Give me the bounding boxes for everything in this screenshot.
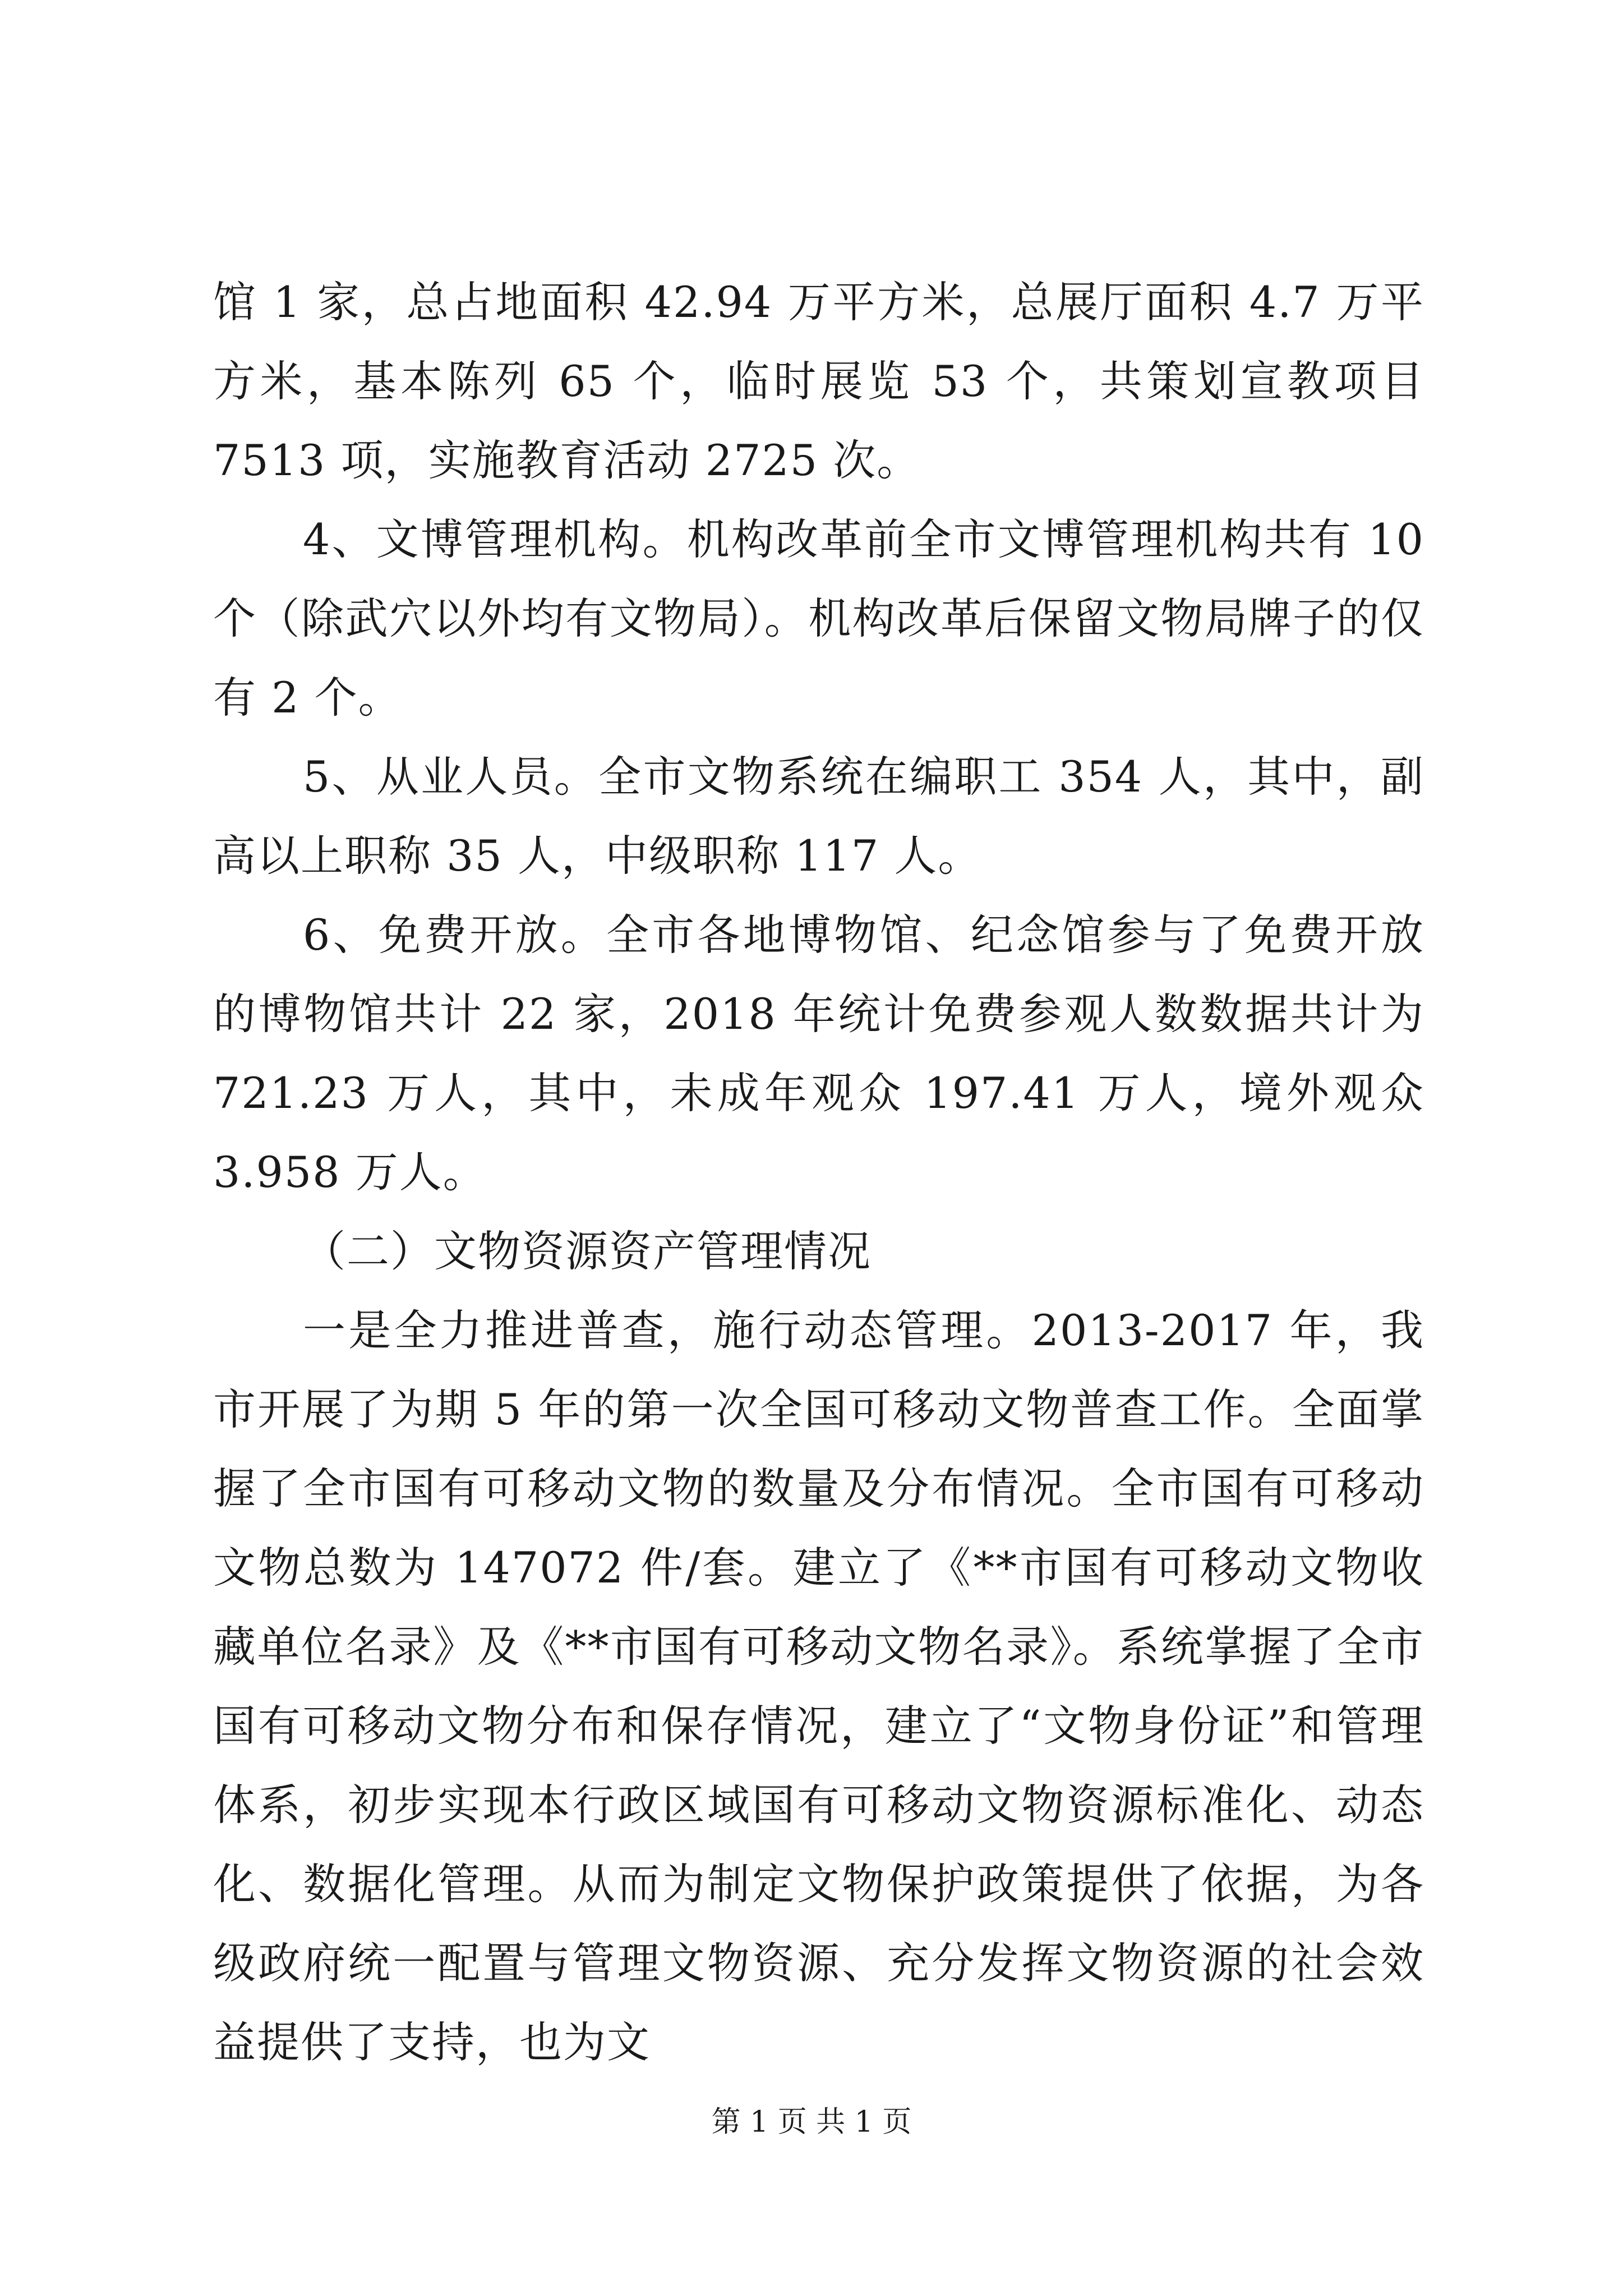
section-heading: （二）文物资源资产管理情况 xyxy=(303,1226,872,1276)
page-footer: 第 1 页 共 1 页 xyxy=(711,2105,912,2139)
document-body xyxy=(213,263,1424,2082)
paragraph-staff: 5、从业人员。全市文物系统在编职工 354 人，其中，副高以上职称 35 人，中级职称 117 人。 xyxy=(213,752,1424,881)
paragraph-continuation: 馆 1 家，总占地面积 42.94 万平方米，总展厅面积 4.7 万平方米，基本陈列 65 个，临时展览 53 个，共策划宣教项目 7513 项，实施教育活动 2725 次。 xyxy=(213,277,1424,485)
paragraph-management-agencies: 4、文博管理机构。机构改革前全市文博管理机构共有 10 个（除武穴以外均有文物局）。机构改革后保留文物局牌子的仅有 2 个。 xyxy=(213,514,1424,723)
paragraph-census: 一是全力推进普查，施行动态管理。2013-2017 年，我市开展了为期 5 年的第一次全国可移动文物普查工作。全面掌握了全市国有可移动文物的数量及分布情况。全市国有可移动文物总数为 147072 件/套。建立了《**市国有可移动文物收藏单位名录》及《**市国有可移动文物名录》。系统掌握了全市国有可移动文物分布和保存情况，建立了“文物身份证”和管理体系，初步实现本行政区域国有可移动文物资源标准化、动态化、数据化管理。从而为制定文物保护政策提供了依据，为各级政府统一配置与管理文物资源、充分发挥文物资源的社会效益提供了支持，也为文 xyxy=(213,1305,1424,2067)
paragraph-free-opening: 6、免费开放。全市各地博物馆、纪念馆参与了免费开放的博物馆共计 22 家，2018 年统计免费参观人数数据共计为 721.23 万人，其中，未成年观众 197.41 万人，境外观众 3.958 万人。 xyxy=(213,910,1424,1197)
